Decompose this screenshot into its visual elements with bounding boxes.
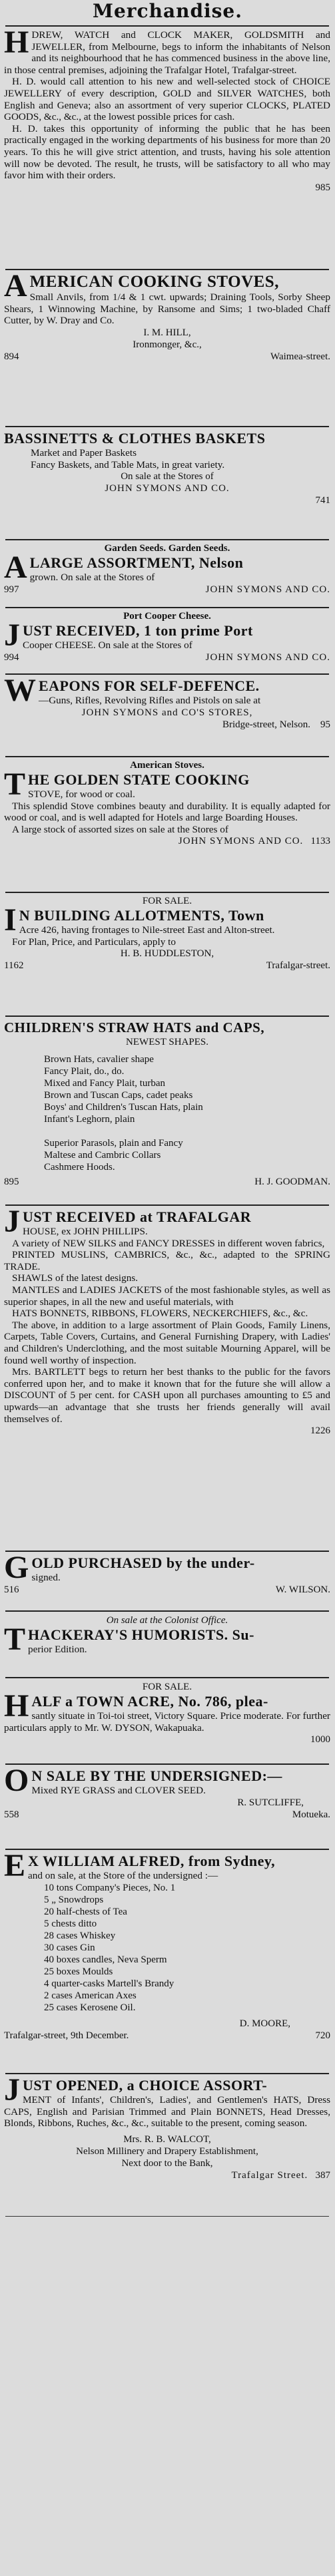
ad-number: 985: [315, 182, 330, 193]
ad-title: BASSINETTS & CLOTHES BASKETS: [4, 430, 266, 447]
ad-heading: Garden Seeds. Garden Seeds.: [104, 543, 230, 554]
ad-american-cooking: [4, 268, 330, 363]
ad-number: 1000: [310, 1734, 330, 1746]
ad-signature: H. J. GOODMAN.: [254, 1177, 330, 1187]
ad-building-allotments: [4, 895, 330, 972]
ad-firm: JOHN SYMONS AND CO.: [105, 483, 230, 494]
list-item: 28 cases Whiskey: [44, 1930, 116, 1941]
ad-title: OLD PURCHASED by the under-: [31, 1555, 255, 1571]
list-item: 25 cases Kerosene Oil.: [44, 2002, 136, 2013]
ad-title: MERICAN COOKING STOVES,: [29, 273, 279, 291]
ad-signature-2: Ironmonger, &c.,: [133, 339, 202, 350]
ad-signature: I. M. HILL,: [143, 327, 191, 338]
divider: [5, 892, 329, 893]
ad-title: UST RECEIVED, 1 ton prime Port: [23, 622, 253, 639]
divider: [5, 1849, 329, 1850]
drop-cap: H: [4, 25, 29, 60]
ad-heading: American Stoves.: [130, 760, 204, 771]
ad-subtitle: NEWEST SHAPES.: [126, 1037, 208, 1047]
ad-firm: JOHN SYMONS AND CO.: [205, 651, 330, 663]
list-item: 30 cases Gin: [44, 1942, 95, 1953]
ad-title: LARGE ASSORTMENT, Nelson: [29, 554, 244, 571]
divider: [5, 756, 329, 757]
list-item: 25 boxes Moulds: [44, 1966, 113, 1977]
list-item: 5 „ Snowdrops: [44, 1894, 104, 1905]
ad-text: H. D. would call attention to his new and well-selected stock of CHOICE JEWELLERY of every description, GOLD and SILVER WATCHES, both English and Geneva; also an assortment of very superior CLOCKS, PLATED GOODS, &c., &c., at the lowest possible prices for cash.: [4, 76, 330, 123]
ad-text: This splendid Stove combines beauty and durability. It is equally adapted for wood or coal, and is well adapted for Hotels and large Boarding Houses.: [4, 800, 330, 824]
masthead-title: Merchandise.: [92, 0, 242, 22]
ad-port-cooper: [4, 610, 330, 663]
divider: [5, 1015, 329, 1017]
divider: [5, 673, 329, 675]
ad-signature: W. WILSON.: [275, 1584, 330, 1595]
ad-signature-3: Next door to the Bank,: [121, 2157, 213, 2169]
ad-number: 720: [315, 2030, 330, 2041]
ad-text: Cooper CHEESE. On sale at the Stores of: [23, 640, 192, 651]
list-item: Brown Hats, cavalier shape: [44, 1054, 154, 1065]
ad-number: 1226: [310, 1425, 330, 1437]
ad-text: Small Anvils, from 1/4 & 1 cwt. upwards; Draining Tools, Sorby Sheep Shears, 1 Winnowing Machine, by Ransome and Sims; 1 two-bladed Chaff Cutter, by W. Dray and Co.: [4, 291, 330, 327]
drop-cap: T: [4, 767, 26, 802]
ad-text: HATS BONNETS, RIBBONS, FLOWERS, NECKERCHIEFS, &c., &c.: [12, 1308, 308, 1320]
ad-title: EAPONS FOR SELF-DEFENCE.: [39, 677, 260, 694]
ad-firm: JOHN SYMONS AND CO.: [178, 836, 304, 847]
ad-text: and on sale, at the Store of the undersigned :—: [28, 1870, 218, 1881]
ad-text: —Guns, Rifles, Revolving Rifles and Pistols on sale at: [39, 695, 261, 706]
divider: [5, 1677, 329, 1678]
divider: [5, 25, 329, 27]
ad-firm: JOHN SYMONS and CO'S STORES,: [81, 707, 253, 718]
divider: [5, 2073, 329, 2074]
ad-heading: On sale at the Colonist Office.: [106, 1615, 228, 1626]
ad-text: grown. On sale at the Stores of: [29, 572, 155, 583]
divider: [5, 1610, 329, 1612]
drop-cap: E: [4, 1848, 26, 1883]
ad-text: SHAWLS of the latest designs.: [12, 1272, 139, 1284]
ad-text: Mrs. BARTLETT begs to return her best thanks to the public for the favors conferred upon her, and to make it known that for the future she will allow a DISCOUNT of 5 per cent. for CASH upon all purchases amounting to £5 and upwards—an advantage that she trusts her friends generally will avail themselves of.: [4, 1366, 330, 1425]
ad-title: CHILDREN'S STRAW HATS and CAPS,: [4, 1019, 265, 1035]
ad-place: Trafalgar-street, 9th December.: [4, 2030, 129, 2041]
ad-text: Acre 426, having frontages to Nile-street East and Alton-street.: [19, 924, 275, 936]
ad-title: N SALE BY THE UNDERSIGNED:—: [31, 1767, 282, 1784]
ad-garden-seeds: [4, 542, 330, 596]
ad-title: N BUILDING ALLOTMENTS, Town: [19, 907, 264, 924]
ad-number: 558: [4, 1809, 19, 1820]
drop-cap: A: [4, 550, 27, 585]
ad-childrens-hats: [4, 1019, 330, 1188]
ad-golden-state: [4, 759, 330, 847]
drop-cap: H: [4, 1688, 29, 1724]
drop-cap: J: [4, 618, 20, 653]
ad-number: 516: [4, 1584, 19, 1595]
divider: [5, 1204, 329, 1206]
list-item: Cashmere Hoods.: [44, 1162, 115, 1173]
ad-title: X WILLIAM ALFRED, from Sydney,: [28, 1853, 276, 1869]
ad-text: MENT of Infants', Children's, Ladies', and Gentlemen's HATS, Dress CAPS, English and Parisian Trimmed and Plain BONNETS, Head Dresses, Blonds, Ribbons, Ruches, &c., &c., suitable to the present, coming season.: [4, 2094, 330, 2129]
drop-cap: J: [4, 1204, 20, 1239]
ad-number: 741: [315, 495, 330, 506]
drop-cap: A: [4, 268, 27, 303]
drop-cap: W: [4, 673, 36, 708]
list-item: 5 chests ditto: [44, 1918, 97, 1929]
ad-signature: Mrs. R. B. WALCOT,: [123, 2133, 211, 2145]
ad-text: H. D. takes this opportunity of informing the public that he has been practically engaged in the working departments of his business for more than 20 years. To this he will give strict attention, and trusts, having his sole attention will now be devoted. The result, he trusts, will be satisfactory to all who may favor him with their orders.: [4, 122, 330, 182]
divider: [5, 2216, 329, 2217]
ad-text: STOVE, for wood or coal.: [28, 789, 135, 800]
ad-title: HACKERAY'S HUMORISTS. Su-: [28, 1626, 254, 1643]
drop-cap: G: [4, 1550, 29, 1585]
list-item: 10 tons Company's Pieces, No. 1: [44, 1882, 176, 1893]
ad-text: Market and Paper Baskets: [31, 447, 137, 459]
divider: [5, 269, 329, 270]
ad-title: UST OPENED, a CHOICE ASSORT-: [23, 2077, 268, 2094]
divider: [5, 607, 329, 608]
ad-title: ALF a TOWN ACRE, No. 786, plea-: [31, 1693, 268, 1710]
ad-text: perior Edition.: [28, 1644, 87, 1655]
ad-number: 95: [320, 719, 330, 730]
ad-bassinets: [4, 430, 330, 506]
list-item: [4, 1125, 330, 1137]
ad-signature: R. SUTCLIFFE,: [237, 1797, 304, 1808]
ad-heading: FOR SALE.: [142, 896, 192, 906]
ad-text: The above, in addition to a large assortment of Plain Goods, Family Linens, Carpets, Table Covers, Curtains, and General Furnishing Drapery, with Ladies' and Children's Underclothing, and the most suitable Mourning Apparel, will be found well worthy of inspection.: [4, 1319, 330, 1366]
ad-text: PRINTED MUSLINS, CAMBRICS, &c., &c., adapted to the SPRING TRADE.: [4, 1249, 330, 1272]
list-item: 2 cases American Axes: [44, 1990, 137, 2001]
list-item: 40 boxes candles, Neva Sperm: [44, 1954, 167, 1965]
ad-text: HOUSE, ex JOHN PHILLIPS.: [23, 1226, 148, 1237]
ad-number: 387: [315, 2169, 330, 2181]
list-item: Maltese and Cambric Collars: [44, 1150, 161, 1161]
ad-place: Trafalgar-street.: [266, 960, 330, 972]
divider: [5, 426, 329, 427]
divider: [5, 1551, 329, 1552]
list-item: Infant's Leghorn, plain: [44, 1114, 135, 1125]
ad-signature: H. B. HUDDLESTON,: [120, 948, 214, 960]
ad-place: Waimea-street.: [270, 351, 330, 362]
ad-weapons: [4, 673, 330, 731]
drop-cap: I: [4, 902, 17, 938]
ad-title: UST RECEIVED at TRAFALGAR: [23, 1208, 252, 1225]
ad-text: A large stock of assorted sizes on sale at the Stores of: [12, 823, 228, 835]
list-item: Fancy Plait, do., do.: [44, 1066, 125, 1077]
ad-text: For Plan, Price, and Particulars, apply to: [12, 936, 176, 948]
ad-drew: [4, 25, 330, 194]
ad-signature: D. MOORE,: [239, 2018, 290, 2029]
ad-number: 997: [4, 584, 19, 595]
ad-number: 894: [4, 351, 19, 362]
ad-place: Bridge-street, Nelson.: [222, 719, 310, 730]
ad-thackeray: [4, 1614, 330, 1656]
list-item: 4 quarter-casks Martell's Brandy: [44, 1978, 174, 1989]
ad-town-acre: [4, 1681, 330, 1746]
list-item: 20 half-chests of Tea: [44, 1906, 127, 1917]
ad-heading: Port Cooper Cheese.: [123, 611, 211, 622]
list-item: Brown and Tuscan Caps, cadet peaks: [44, 1090, 193, 1101]
ad-place: Trafalgar Street.: [231, 2169, 308, 2181]
ad-number: 895: [4, 1177, 19, 1187]
ad-trafalgar-house: [4, 1204, 330, 1437]
divider: [5, 1763, 329, 1765]
ad-center-text: On sale at the Stores of: [121, 471, 214, 482]
ad-text: Mixed RYE GRASS and CLOVER SEED.: [31, 1785, 206, 1796]
ad-number: 1162: [4, 960, 24, 972]
drop-cap: O: [4, 1763, 29, 1798]
ad-title: HE GOLDEN STATE COOKING: [28, 771, 250, 788]
ad-gold-purchased: [4, 1550, 330, 1596]
list-item: Boys' and Children's Tuscan Hats, plain: [44, 1102, 203, 1113]
ad-text: signed.: [31, 1572, 61, 1583]
ad-heading: FOR SALE.: [142, 1682, 192, 1692]
ad-walcot: [4, 2072, 330, 2181]
ad-place: Motueka.: [292, 1809, 330, 1820]
drop-cap: T: [4, 1622, 26, 1657]
ad-text: DREW, WATCH and CLOCK MAKER, GOLDSMITH and JEWELLER, from Melbourne, begs to inform the inhabitants of Nelson and its neighbourhood that he has commenced business in the above line, in those central premises, adjoining the Trafalgar Hotel, Trafalgar-street.: [4, 29, 330, 76]
ad-number: 1133: [310, 836, 330, 847]
list-item: Superior Parasols, plain and Fancy: [44, 1138, 183, 1149]
ad-signature-2: Nelson Millinery and Drapery Establishment,: [76, 2145, 258, 2157]
divider: [5, 539, 329, 540]
drop-cap: J: [4, 2072, 20, 2108]
ad-firm: JOHN SYMONS AND CO.: [205, 584, 330, 595]
ad-text: Fancy Baskets, and Table Mats, in great variety.: [31, 459, 225, 470]
ad-rye-grass: [4, 1763, 330, 1821]
ad-text: santly situate in Toi-toi street, Victory Square. Price moderate. For further particulars apply to Mr. W. DYSON, Wakapuaka.: [4, 1710, 330, 1734]
ad-number: 994: [4, 651, 19, 663]
list-item: Mixed and Fancy Plait, turban: [44, 1078, 166, 1089]
ad-text: A variety of NEW SILKS and FANCY DRESSES in different woven fabrics,: [12, 1237, 325, 1249]
ad-text: MANTLES and LADIES JACKETS of the most fashionable styles, as well as superior shapes, in all the new and useful materials, with: [4, 1284, 330, 1308]
ad-william-alfred: [4, 1848, 330, 2042]
